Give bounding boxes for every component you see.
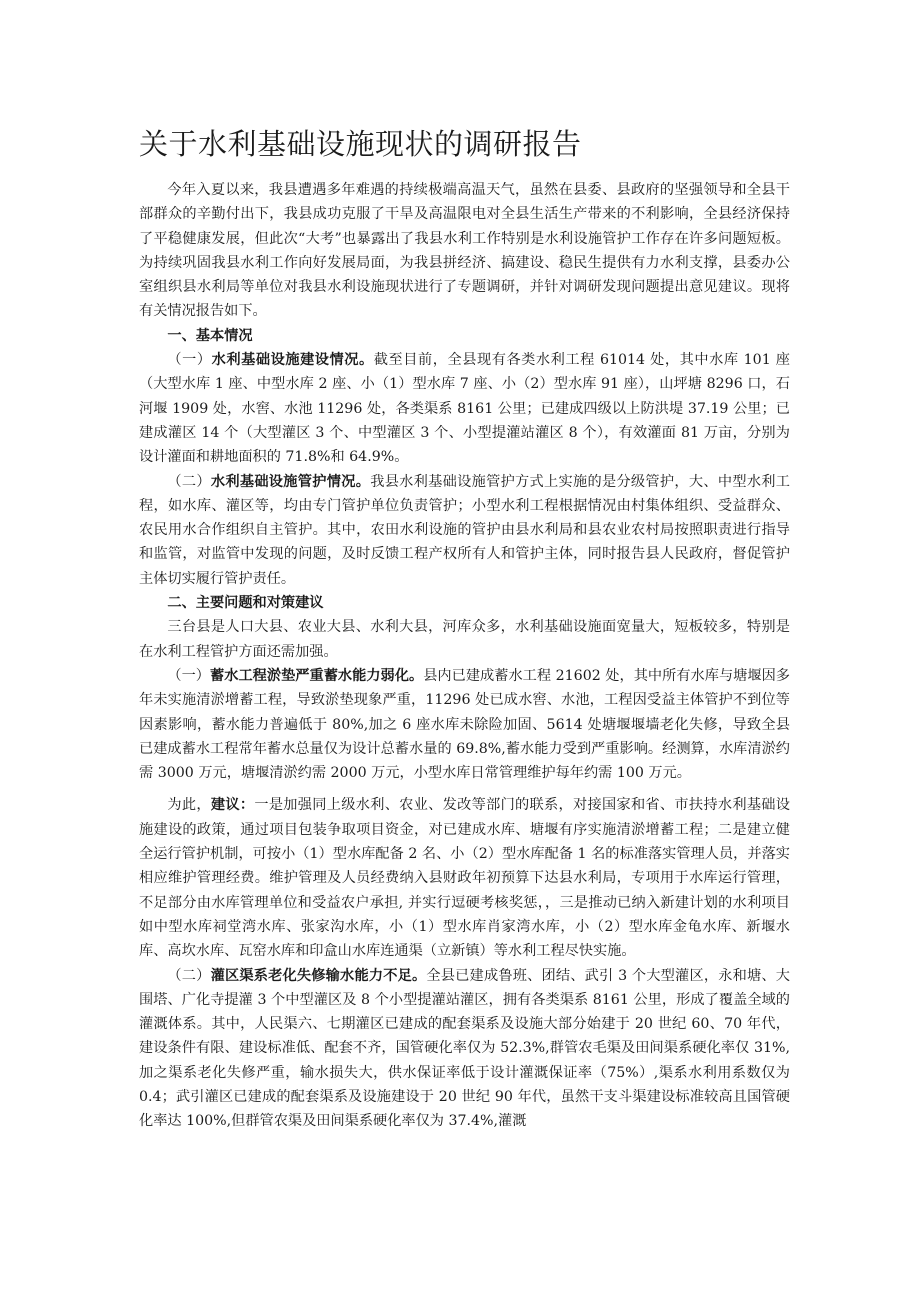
s2-p1-label: （一）: [167, 667, 211, 684]
section-2-heading: 二、主要问题和对策建议: [167, 595, 324, 612]
s2-intro: 三台县是人口大县、农业大县、水利大县，河库众多，水利基础设施面宽量大，短板较多，特别是在水利工程管护方面还需加强。: [139, 619, 790, 660]
intro-paragraph: 今年入夏以来，我县遭遇多年难遇的持续极端高温天气，虽然在县委、县政府的坚强领导和全县干部群众的辛勤付出下，我县成功克服了干旱及高温限电对全县生活生产带来的不利影响，全县经济保持了平稳健康发展，但此次“大考”也暴露出了我县水利工作特别是水利设施管护工作存在许多问题短板。为持续巩固我县水利工作向好发展局面，为我县拼经济、搞建设、稳民生提供有力水利支撑，县委办公室组织县水利局等单位对我县水利设施现状进行了专题调研，并针对调研发现问题提出意见建议。现将有关情况报告如下。: [139, 182, 790, 320]
s1-p1-label: （一）: [167, 352, 212, 369]
s1-p1-lead: 水利基础设施建设情况。: [211, 352, 374, 369]
s1-p2-label: （二）: [167, 473, 211, 490]
s1-p2-lead: 水利基础设施管护情况。: [210, 473, 371, 490]
s2-p1-text: 县内已建成蓄水工程 21602 处，其中所有水库与塘堰因多年未实施清淤增蓄工程，导致淤垫现象严重，11296 处已成水窖、水池，工程因受益主体管护不到位等因素影响，蓄水能力普遍低于 80%,加之 6 座水库未除险加固、5614 处塘堰堰墙老化失修，导致全县已建成蓄水工程常年蓄水总量仅为设计总蓄水量的 69.8%,蓄水能力受到严重影响。经测算，水库清淤约需 3000 万元，塘堰清淤约需 2000 万元，小型水库日常管理维护每年约需 100 万元。: [139, 667, 790, 782]
s1-paragraph-2: [139, 470, 790, 591]
document-title: 关于水利基础设施现状的调研报告: [139, 127, 582, 161]
s2-p2-label: （二）: [167, 967, 211, 984]
s2-p2-lead: 灌区渠系老化失修输水能力不足。: [210, 967, 427, 984]
s2-sug-prefix: 为此，: [167, 797, 211, 814]
s2-p1-lead: 蓄水工程淤垫严重蓄水能力弱化。: [210, 667, 424, 684]
s1-p2-text: 我县水利基础设施管护方式上实施的是分级管护，大、中型水利工程，如水库、灌区等，均由专门管护单位负责管护；小型水利工程根据情况由村集体组织、受益群众、农民用水合作组织自主管护。其中，农田水利设施的管护由县水利局和县农业农村局按照职责进行指导和监管，对监管中发现的问题，及时反馈工程产权所有人和管护主体，同时报告县人民政府，督促管护主体切实履行管护责任。: [139, 473, 790, 587]
s2-suggestion-paragraph: [139, 793, 790, 963]
s2-p2-text: 全县已建成鲁班、团结、武引 3 个大型灌区，永和塘、大围塔、广化寺提灌 3 个中型灌区及 8 个小型提灌站灌区，拥有各类渠系 8161 公里，形成了覆盖全域的灌溉体系。其中，人民渠六、七期灌区已建成的配套渠系及设施大部分始建于 20 世纪 60、70 年代，建设条件有限、建设标准低、配套不齐，国管硬化率仅为 52.3%,群管农毛渠及田间渠系硬化率仅 31%,加之渠系老化失修严重，输水损失大，供水保证率低于设计灌溉保证率（75%）,渠系水利用系数仅为 0.4；武引灌区已建成的配套渠系及设施建设于 20 世纪 90 年代，虽然干支斗渠建设标准较高且国管硬化率达 100%,但群管农渠及田间渠系硬化率仅为 37.4%,灌溉: [139, 967, 790, 1130]
document-body: [139, 178, 790, 1134]
s2-sug-text: 一是加强同上级水利、农业、发改等部门的联系，对接国家和省、市扶持水利基础设施建设的政策，通过项目包装争取项目资金，对已建成水库、塘堰有序实施清淤增蓄工程；二是建立健全运行管护机制，可按小（1）型水库配备 2 名、小（2）型水库配备 1 名的标准落实管理人员，并落实相应维护管理经费。维护管理及人员经费纳入县财政年初预算下达县水利局，专项用于水库运行管理，不足部分由水库管理单位和受益农户承担, 并实行逗硬考核奖惩，，三是推动已纳入新建计划的水利项目如中型水库祠堂湾水库、张家沟水库，小（1）型水库肖家湾水库，小（2）型水库金龟水库、新堰水库、高坎水库、瓦窑水库和印盒山水库连通渠（立新镇）等水利工程尽快实施。: [139, 797, 790, 960]
s1-paragraph-1: [139, 348, 790, 469]
s1-p1-text: 截至目前，全县现有各类水利工程 61014 处，其中水库 101 座（大型水库 1 座、中型水库 2 座、小（1）型水库 7 座、小（2）型水库 91 座），山坪塘 8296 口，石河堰 1909 处，水窖、水池 11296 处，各类渠系 8161 公里；已建成四级以上防洪堤 37.19 公里；已建成灌区 14 个（大型灌区 3 个、中型灌区 3 个、小型提灌站灌区 8 个），有效灌面 81 万亩，分别为设计灌面和耕地面积的 71.8%和 64.9%。: [139, 352, 790, 466]
section-1-heading: 一、基本情况: [167, 327, 253, 344]
s2-paragraph-1: [139, 664, 790, 785]
s2-sug-lead: 建议：: [210, 797, 255, 814]
s2-paragraph-2: [139, 964, 790, 1134]
